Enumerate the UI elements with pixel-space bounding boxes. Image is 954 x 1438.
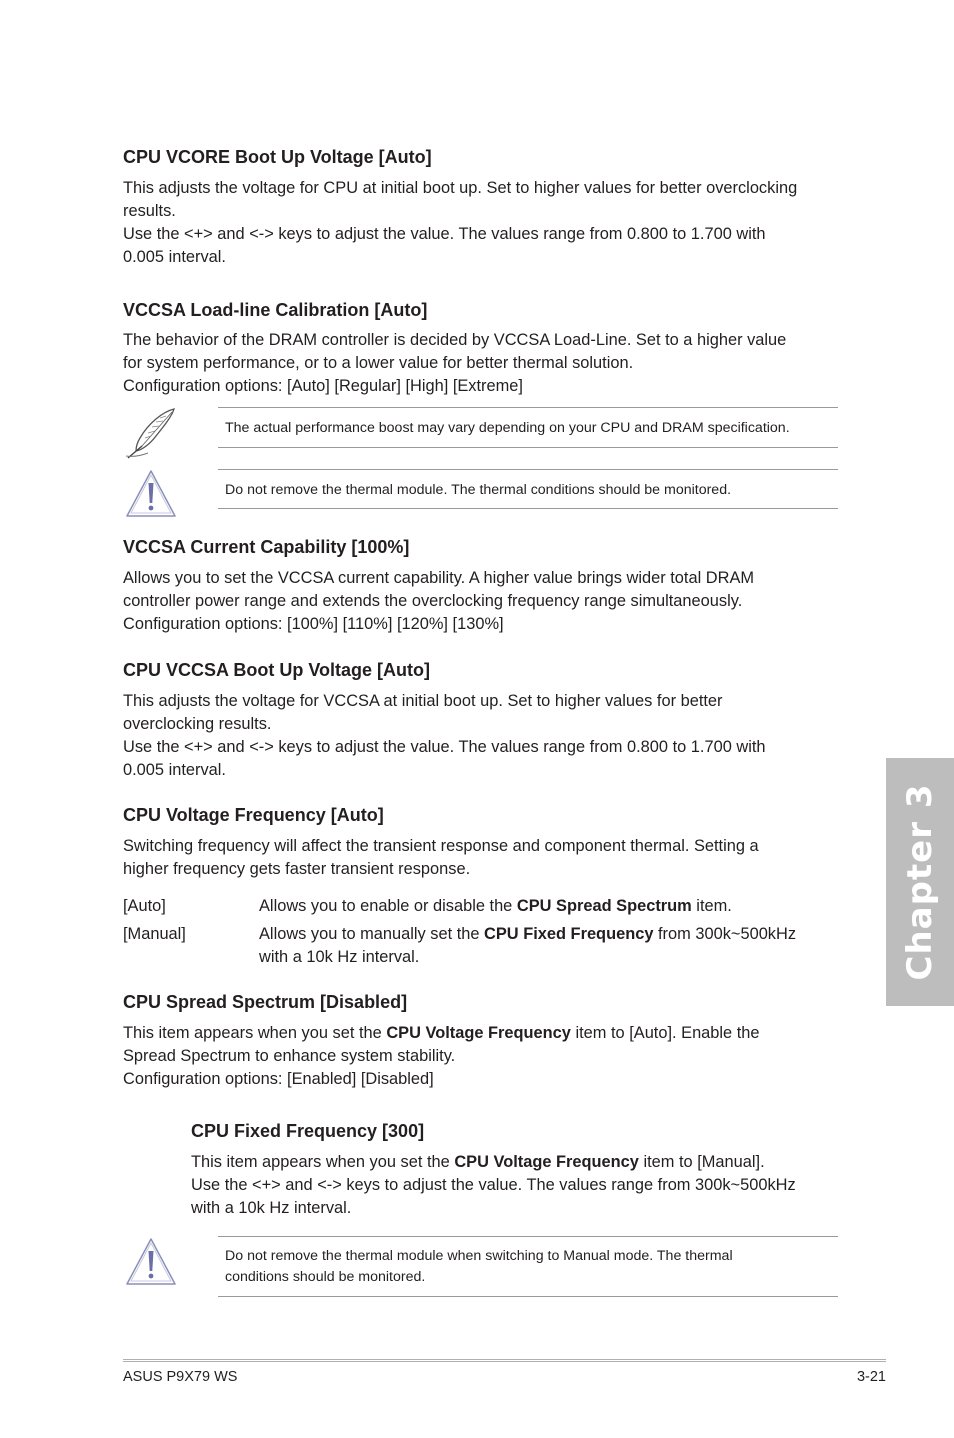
spread-spectrum-heading: CPU Spread Spectrum [Disabled] xyxy=(123,992,408,1012)
vcore-boot-heading: CPU VCORE Boot Up Voltage [Auto] xyxy=(123,147,432,167)
text-run: Allows you to manually set the xyxy=(259,925,485,943)
feather-quill-icon xyxy=(122,406,180,462)
option-manual-description xyxy=(259,923,849,969)
vccsa-llc-description xyxy=(123,329,843,398)
text-line: This adjusts the voltage for VCCSA at initial boot up. Set to higher values for better xyxy=(123,692,723,710)
text-run: item to [Manual]. xyxy=(638,1153,765,1171)
text-run: This item appears when you set the xyxy=(123,1024,387,1042)
chapter-tab xyxy=(886,758,954,1006)
text-line: Use the <+> and <-> keys to adjust the value. The values range from 300k~500kHz xyxy=(191,1176,796,1194)
text-line: Spread Spectrum to enhance system stability. xyxy=(123,1047,456,1065)
voltage-freq-heading: CPU Voltage Frequency [Auto] xyxy=(123,805,384,825)
vcore-boot-description xyxy=(123,177,843,269)
text-line: controller power range and extends the overclocking frequency range simultaneously. xyxy=(123,592,743,610)
bold-term: CPU Fixed Frequency xyxy=(484,925,654,943)
text-run: Allows you to enable or disable the xyxy=(259,897,517,915)
text-line: overclocking results. xyxy=(123,715,272,733)
text-line: 0.005 interval. xyxy=(123,248,226,266)
text-line: Use the <+> and <-> keys to adjust the value. The values range from 0.800 to 1.700 with xyxy=(123,738,766,756)
text-run: item to [Auto]. Enable the xyxy=(570,1024,760,1042)
text-line: Configuration options: [100%] [110%] [120%] [130%] xyxy=(123,615,504,633)
option-auto-description xyxy=(259,895,849,918)
warning-text: Do not remove the thermal module when switching to Manual mode. The thermal xyxy=(225,1248,733,1264)
footer-rule xyxy=(123,1359,886,1362)
vccsa-current-description xyxy=(123,567,843,636)
text-line: Configuration options: [Auto] [Regular] [High] [Extreme] xyxy=(123,377,523,395)
text-line: higher frequency gets faster transient response. xyxy=(123,860,471,878)
text-line: Allows you to set the VCCSA current capability. A higher value brings wider total DRAM xyxy=(123,569,755,587)
fixed-freq-heading: CPU Fixed Frequency [300] xyxy=(191,1121,425,1141)
warning-box xyxy=(218,469,838,509)
text-line: The behavior of the DRAM controller is decided by VCCSA Load-Line. Set to a higher value xyxy=(123,331,787,349)
text-run: from 300k~500kHz xyxy=(653,925,797,943)
text-line: 0.005 interval. xyxy=(123,761,226,779)
vccsa-current-heading: VCCSA Current Capability [100%] xyxy=(123,537,410,557)
text-line: with a 10k Hz interval. xyxy=(191,1199,352,1217)
text-line: for system performance, or to a lower value for better thermal solution. xyxy=(123,354,634,372)
spread-spectrum-description xyxy=(123,1022,843,1091)
warning-text: Do not remove the thermal module. The thermal conditions should be monitored. xyxy=(225,482,732,498)
warning-box xyxy=(218,1236,838,1297)
warning-exclamation-icon xyxy=(124,1236,178,1288)
vccsa-boot-heading: CPU VCCSA Boot Up Voltage [Auto] xyxy=(123,660,430,680)
vccsa-boot-description xyxy=(123,690,843,782)
warning-exclamation-icon xyxy=(124,468,178,520)
bold-term: CPU Voltage Frequency xyxy=(386,1024,571,1042)
warning-text: conditions should be monitored. xyxy=(225,1269,426,1285)
footer-product-name: ASUS P9X79 WS xyxy=(123,1369,238,1385)
text-line: Configuration options: [Enabled] [Disabled] xyxy=(123,1070,434,1088)
bold-term: CPU Spread Spectrum xyxy=(516,897,692,915)
text-run: item. xyxy=(691,897,732,915)
chapter-tab-label: Chapter 3 xyxy=(900,783,940,981)
note-text: The actual performance boost may vary depending on your CPU and DRAM specification. xyxy=(225,420,790,436)
text-line: Switching frequency will affect the transient response and component thermal. Setting a xyxy=(123,837,759,855)
vccsa-llc-heading: VCCSA Load-line Calibration [Auto] xyxy=(123,300,428,320)
text-run: This item appears when you set the xyxy=(191,1153,455,1171)
text-line: with a 10k Hz interval. xyxy=(259,948,420,966)
text-line: Use the <+> and <-> keys to adjust the value. The values range from 0.800 to 1.700 with xyxy=(123,225,766,243)
text-line: This adjusts the voltage for CPU at initial boot up. Set to higher values for better overclocking xyxy=(123,179,798,197)
option-auto-key: [Auto] xyxy=(123,897,166,915)
note-box xyxy=(218,407,838,448)
voltage-freq-description xyxy=(123,835,843,881)
bold-term: CPU Voltage Frequency xyxy=(454,1153,639,1171)
text-line: results. xyxy=(123,202,176,220)
option-manual-key: [Manual] xyxy=(123,925,186,943)
fixed-freq-description xyxy=(191,1151,851,1220)
footer-page-number: 3-21 xyxy=(856,1369,886,1385)
